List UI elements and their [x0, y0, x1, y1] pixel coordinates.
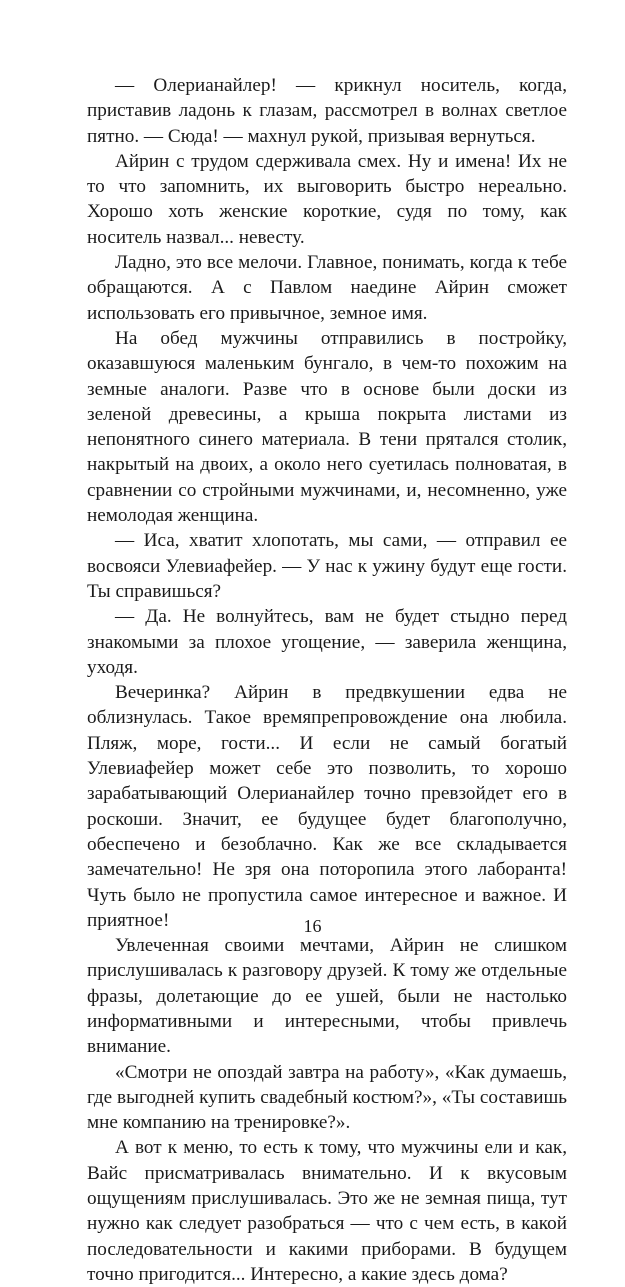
- paragraph: Вечеринка? Айрин в предвкушении едва не облизнулась. Такое времяпрепровождение она любила. Пляж, море, гости... И если не самый богатый Улевиафейер может себе это позволить, то хорошо зарабатывающий Олерианайлер точно превзойдет его в роскоши. Значит, ее будущее будет благополучно, обеспечено и безоблачно. Как же все складывается замечательно! Не зря она поторопила этого лаборанта! Чуть было не пропустила самое интересное и важное. И приятное!: [87, 682, 567, 931]
- paragraph: На обед мужчины отправились в постройку, оказавшуюся маленьким бунгало, в чем-то похожим на земные аналоги. Разве что в основе были доски из зеленой древесины, а крыша покрыта листами из непонятного синего материала. В тени прятался столик, накрытый на двоих, а около него суетилась полноватая, в сравнении со стройными мужчинами, и, несомненно, уже немолодая женщина.: [87, 327, 567, 527]
- paragraph: А вот к меню, то есть к тому, что мужчины ели и как, Вайс присматривалась внимательно. И к вкусовым ощущениям прислушивалась. Это же не земная пища, тут нужно как следует разобраться — что с чем есть, в какой последовательности и какими приборами. В будущем точно пригодится... Интересно, а какие здесь дома?: [87, 1137, 567, 1285]
- paragraph: Ладно, это все мелочи. Главное, понимать, когда к тебе обращаются. А с Павлом наедине Айрин сможет использовать его привычное, земное имя.: [87, 252, 567, 324]
- paragraph: — Да. Не волнуйтесь, вам не будет стыдно перед знакомыми за плохое угощение, — заверила женщина, уходя.: [87, 606, 567, 678]
- paragraph: — Иса, хватит хлопотать, мы сами, — отправил ее восвояси Улевиафейер. — У нас к ужину будут еще гости. Ты справишься?: [87, 530, 567, 602]
- paragraph: Айрин с трудом сдерживала смех. Ну и имена! Их не то что запомнить, их выговорить быстро нереально. Хорошо хоть женские короткие, судя по тому, как носитель назвал... невесту.: [87, 150, 567, 248]
- page-number: 16: [303, 916, 322, 936]
- paragraph: — Олерианайлер! — крикнул носитель, когда, приставив ладонь к глазам, рассмотрел в волнах светлое пятно. — Сюда! — махнул рукой, призывая вернуться.: [87, 75, 567, 147]
- paragraph: «Смотри не опоздай завтра на работу», «Как думаешь, где выгодней купить свадебный костюм?», «Ты составишь мне компанию на тренировке?».: [87, 1061, 567, 1134]
- paragraph: Увлеченная своими мечтами, Айрин не слишком прислушивалась к разговору друзей. К тому же отдельные фразы, долетающие до ее ушей, были не настолько информативными и интересными, чтобы привлечь внимание.: [87, 935, 567, 1058]
- page-body: [87, 73, 567, 1287]
